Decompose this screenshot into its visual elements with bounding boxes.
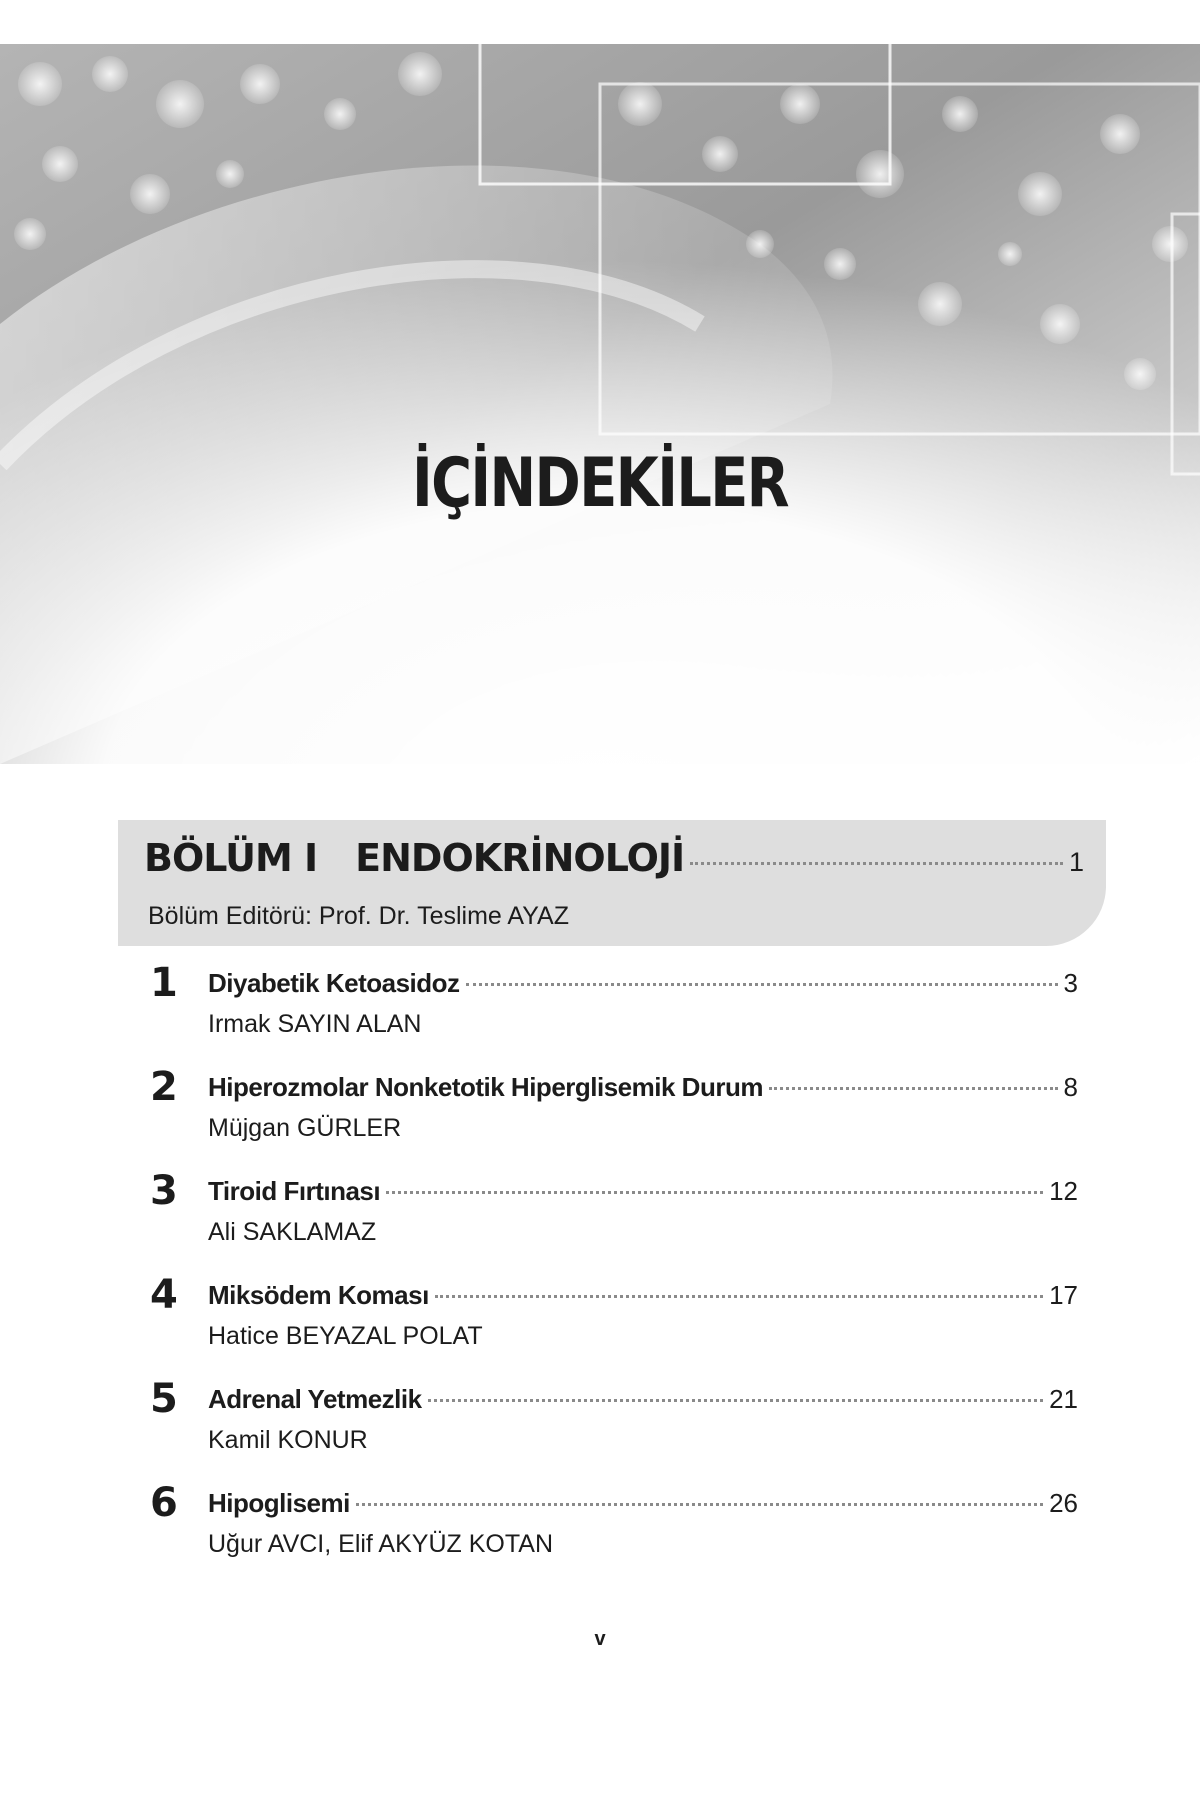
chapter-page-number: 21 (1049, 1384, 1078, 1414)
toc-item[interactable] (150, 1168, 1078, 1278)
chapter-title: Hipoglisemi (208, 1488, 350, 1518)
chapter-author: Müjgan GÜRLER (208, 1114, 402, 1142)
toc-row (208, 1488, 1078, 1519)
section-heading-row (144, 836, 1084, 880)
chapter-number: 2 (150, 1064, 178, 1110)
chapter-page-number: 3 (1063, 968, 1078, 998)
toc-item[interactable] (150, 1480, 1078, 1590)
section-header (118, 820, 1106, 946)
chapter-title: Tiroid Fırtınası (208, 1176, 381, 1206)
dot-leader (356, 1503, 1043, 1506)
decorative-banner (0, 44, 1200, 764)
chapter-page-number: 12 (1049, 1176, 1078, 1206)
section-page-number: 1 (1068, 847, 1084, 877)
chapter-page-number: 17 (1049, 1280, 1078, 1310)
chapter-number: 1 (150, 960, 178, 1006)
toc-item[interactable] (150, 1064, 1078, 1174)
dot-leader (769, 1087, 1058, 1090)
chapter-page-number: 8 (1063, 1072, 1078, 1102)
toc-row (208, 1280, 1078, 1311)
chapter-title: Miksödem Koması (208, 1280, 429, 1310)
dot-leader (386, 1191, 1043, 1194)
chapter-author: Uğur AVCI, Elif AKYÜZ KOTAN (208, 1530, 553, 1558)
toc-row (208, 968, 1078, 999)
chapter-number: 5 (150, 1376, 178, 1422)
section-number: BÖLÜM I (144, 836, 318, 880)
toc-item[interactable] (150, 960, 1078, 1070)
dot-leader (466, 983, 1058, 986)
toc-list (150, 960, 1078, 1590)
chapter-number: 6 (150, 1480, 178, 1526)
chapter-title: Diyabetik Ketoasidoz (208, 968, 460, 998)
chapter-number: 4 (150, 1272, 178, 1318)
toc-row (208, 1072, 1078, 1103)
toc-item[interactable] (150, 1376, 1078, 1486)
dot-leader (428, 1399, 1044, 1402)
chapter-number: 3 (150, 1168, 178, 1214)
chapter-author: Hatice BEYAZAL POLAT (208, 1322, 483, 1350)
chapter-title: Hiperozmolar Nonketotik Hiperglisemik Durum (208, 1072, 763, 1102)
toc-row (208, 1384, 1078, 1415)
dot-leader (690, 862, 1063, 865)
page-title: İÇİNDEKİLER (412, 444, 788, 523)
dot-leader (435, 1295, 1043, 1298)
page-number: v (594, 1628, 606, 1650)
chapter-page-number: 26 (1049, 1488, 1078, 1518)
toc-item[interactable] (150, 1272, 1078, 1382)
chapter-author: Irmak SAYIN ALAN (208, 1010, 422, 1038)
toc-row (208, 1176, 1078, 1207)
section-title: ENDOKRİNOLOJİ (355, 836, 685, 880)
chapter-author: Ali SAKLAMAZ (208, 1218, 377, 1246)
section-editor: Bölüm Editörü: Prof. Dr. Teslime AYAZ (148, 902, 569, 930)
chapter-title: Adrenal Yetmezlik (208, 1384, 422, 1414)
chapter-author: Kamil KONUR (208, 1426, 368, 1454)
